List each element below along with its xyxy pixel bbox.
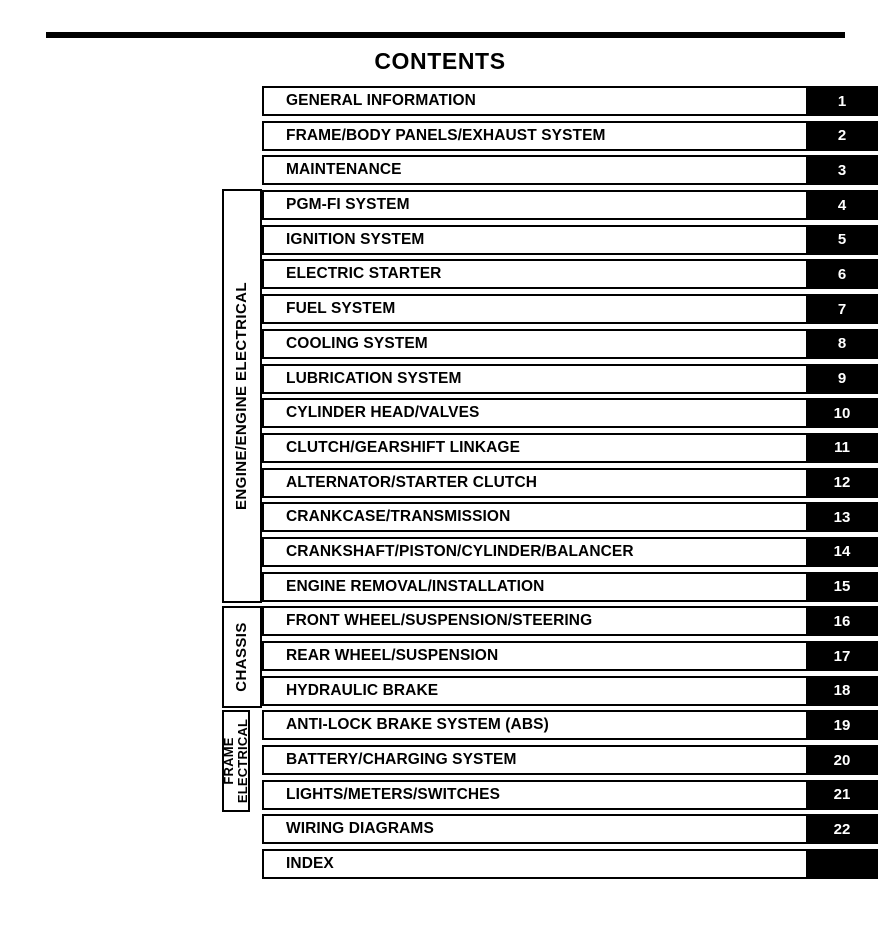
- contents-row-number-tab[interactable]: 4: [806, 190, 878, 220]
- contents-row[interactable]: [222, 812, 878, 847]
- contents-row-number-tab[interactable]: 18: [806, 676, 878, 706]
- contents-row[interactable]: [222, 223, 878, 258]
- contents-row-label: ALTERNATOR/STARTER CLUTCH: [286, 473, 538, 491]
- contents-row-label: INDEX: [286, 855, 334, 873]
- contents-row-label: ENGINE REMOVAL/INSTALLATION: [286, 577, 545, 595]
- contents-row-number-tab[interactable]: 8: [806, 329, 878, 359]
- contents-row-number-tab[interactable]: 9: [806, 364, 878, 394]
- contents-row-number-tab[interactable]: 13: [806, 502, 878, 532]
- contents-row-number-tab[interactable]: 12: [806, 468, 878, 498]
- contents-row-box[interactable]: [262, 537, 878, 567]
- contents-row[interactable]: [222, 466, 878, 501]
- contents-row-box[interactable]: [262, 294, 878, 324]
- contents-row-number-tab[interactable]: 7: [806, 294, 878, 324]
- contents-row-label: CRANKSHAFT/PISTON/CYLINDER/BALANCER: [286, 542, 634, 560]
- contents-row-number-tab[interactable]: 14: [806, 537, 878, 567]
- header-rule: [46, 32, 845, 38]
- contents-row-box[interactable]: [262, 121, 878, 151]
- contents-row[interactable]: [222, 396, 878, 431]
- contents-row-number-tab[interactable]: 22: [806, 814, 878, 844]
- contents-row-box[interactable]: [262, 398, 878, 428]
- contents-row-number-tab[interactable]: 3: [806, 155, 878, 185]
- contents-row-number-tab[interactable]: 1: [806, 86, 878, 116]
- contents-row[interactable]: [222, 535, 878, 570]
- contents-row-label: CYLINDER HEAD/VALVES: [286, 404, 480, 422]
- contents-row-box[interactable]: [262, 676, 878, 706]
- contents-row-label: BATTERY/CHARGING SYSTEM: [286, 751, 517, 769]
- contents-row-label: GENERAL INFORMATION: [286, 92, 476, 109]
- contents-row-number-tab[interactable]: 10: [806, 398, 878, 428]
- section-group-bracket: [222, 189, 262, 603]
- contents-row-box[interactable]: [262, 710, 878, 740]
- contents-row-label: COOLING SYSTEM: [286, 334, 428, 352]
- contents-row[interactable]: [222, 431, 878, 466]
- contents-row-number-tab[interactable]: 5: [806, 225, 878, 255]
- contents-row-box[interactable]: [262, 364, 878, 394]
- contents-row-label: ELECTRIC STARTER: [286, 265, 442, 283]
- contents-row-number-tab[interactable]: 6: [806, 259, 878, 289]
- contents-row-label: PGM-FI SYSTEM: [286, 196, 410, 214]
- section-group-bracket: [222, 710, 250, 812]
- contents-row-label: LIGHTS/METERS/SWITCHES: [286, 785, 501, 803]
- contents-row-box[interactable]: [262, 502, 878, 532]
- contents-row-label: FRAME/BODY PANELS/EXHAUST SYSTEM: [286, 126, 606, 144]
- contents-row-number-tab[interactable]: 16: [806, 606, 878, 636]
- contents-row-label: LUBRICATION SYSTEM: [286, 369, 462, 387]
- contents-row-label: WIRING DIAGRAMS: [286, 820, 434, 838]
- contents-row-label: FRONT WHEEL/SUSPENSION/STEERING: [286, 612, 593, 630]
- contents-row-box[interactable]: [262, 225, 878, 255]
- contents-row[interactable]: [222, 327, 878, 362]
- contents-row-box[interactable]: [262, 780, 878, 810]
- contents-row[interactable]: [222, 847, 878, 882]
- contents-row[interactable]: [222, 188, 878, 223]
- contents-row-box[interactable]: [262, 259, 878, 289]
- contents-row[interactable]: [222, 292, 878, 327]
- contents-row-box[interactable]: [262, 745, 878, 775]
- contents-row[interactable]: [222, 119, 878, 154]
- section-group-label: ENGINE/ENGINE ELECTRICAL: [232, 282, 250, 511]
- contents-row[interactable]: [222, 84, 878, 119]
- contents-row[interactable]: [222, 500, 878, 535]
- contents-row-number-tab[interactable]: 11: [806, 433, 878, 463]
- contents-row-label: CLUTCH/GEARSHIFT LINKAGE: [286, 438, 521, 456]
- contents-row[interactable]: [222, 570, 878, 605]
- contents-row-box[interactable]: [262, 468, 878, 498]
- contents-row-number-tab[interactable]: 21: [806, 780, 878, 810]
- contents-row-number-tab[interactable]: 17: [806, 641, 878, 671]
- contents-row[interactable]: [222, 743, 878, 778]
- contents-row-number-tab[interactable]: 20: [806, 745, 878, 775]
- contents-row[interactable]: [222, 153, 878, 188]
- contents-row-label: HYDRAULIC BRAKE: [286, 681, 439, 699]
- contents-row[interactable]: [222, 257, 878, 292]
- contents-row[interactable]: [222, 778, 878, 813]
- contents-row-number-tab[interactable]: 2: [806, 121, 878, 151]
- contents-row-label: IGNITION SYSTEM: [286, 230, 425, 248]
- contents-row-box[interactable]: [262, 329, 878, 359]
- contents-row-box[interactable]: [262, 190, 878, 220]
- contents-row[interactable]: [222, 604, 878, 639]
- section-group-label: FRAME ELECTRICAL: [220, 718, 250, 803]
- contents-row-label: CRANKCASE/TRANSMISSION: [286, 508, 511, 526]
- contents-row-label: REAR WHEEL/SUSPENSION: [286, 647, 499, 664]
- contents-row[interactable]: [222, 674, 878, 709]
- contents-row-box[interactable]: [262, 572, 878, 602]
- contents-row-box[interactable]: [262, 86, 878, 116]
- contents-row-box[interactable]: [262, 606, 878, 636]
- contents-row-box[interactable]: [262, 433, 878, 463]
- contents-row-number-tab[interactable]: 19: [806, 710, 878, 740]
- contents-row-label: ANTI-LOCK BRAKE SYSTEM (ABS): [286, 716, 549, 734]
- section-group-label: CHASSIS: [232, 621, 250, 692]
- contents-row[interactable]: [222, 639, 878, 674]
- contents-row[interactable]: [222, 708, 878, 743]
- contents-row-box[interactable]: [262, 155, 878, 185]
- contents-table: [222, 84, 878, 882]
- contents-row-number-tab[interactable]: 15: [806, 572, 878, 602]
- contents-row-box[interactable]: [262, 814, 878, 844]
- contents-row[interactable]: [222, 362, 878, 397]
- contents-row-box[interactable]: [262, 641, 878, 671]
- contents-row-label: FUEL SYSTEM: [286, 300, 396, 318]
- contents-row-box[interactable]: [262, 849, 878, 879]
- section-group-bracket: [222, 606, 262, 708]
- contents-row-label: MAINTENANCE: [286, 161, 402, 179]
- contents-row-number-tab[interactable]: [806, 849, 878, 879]
- page-title: CONTENTS: [374, 48, 506, 74]
